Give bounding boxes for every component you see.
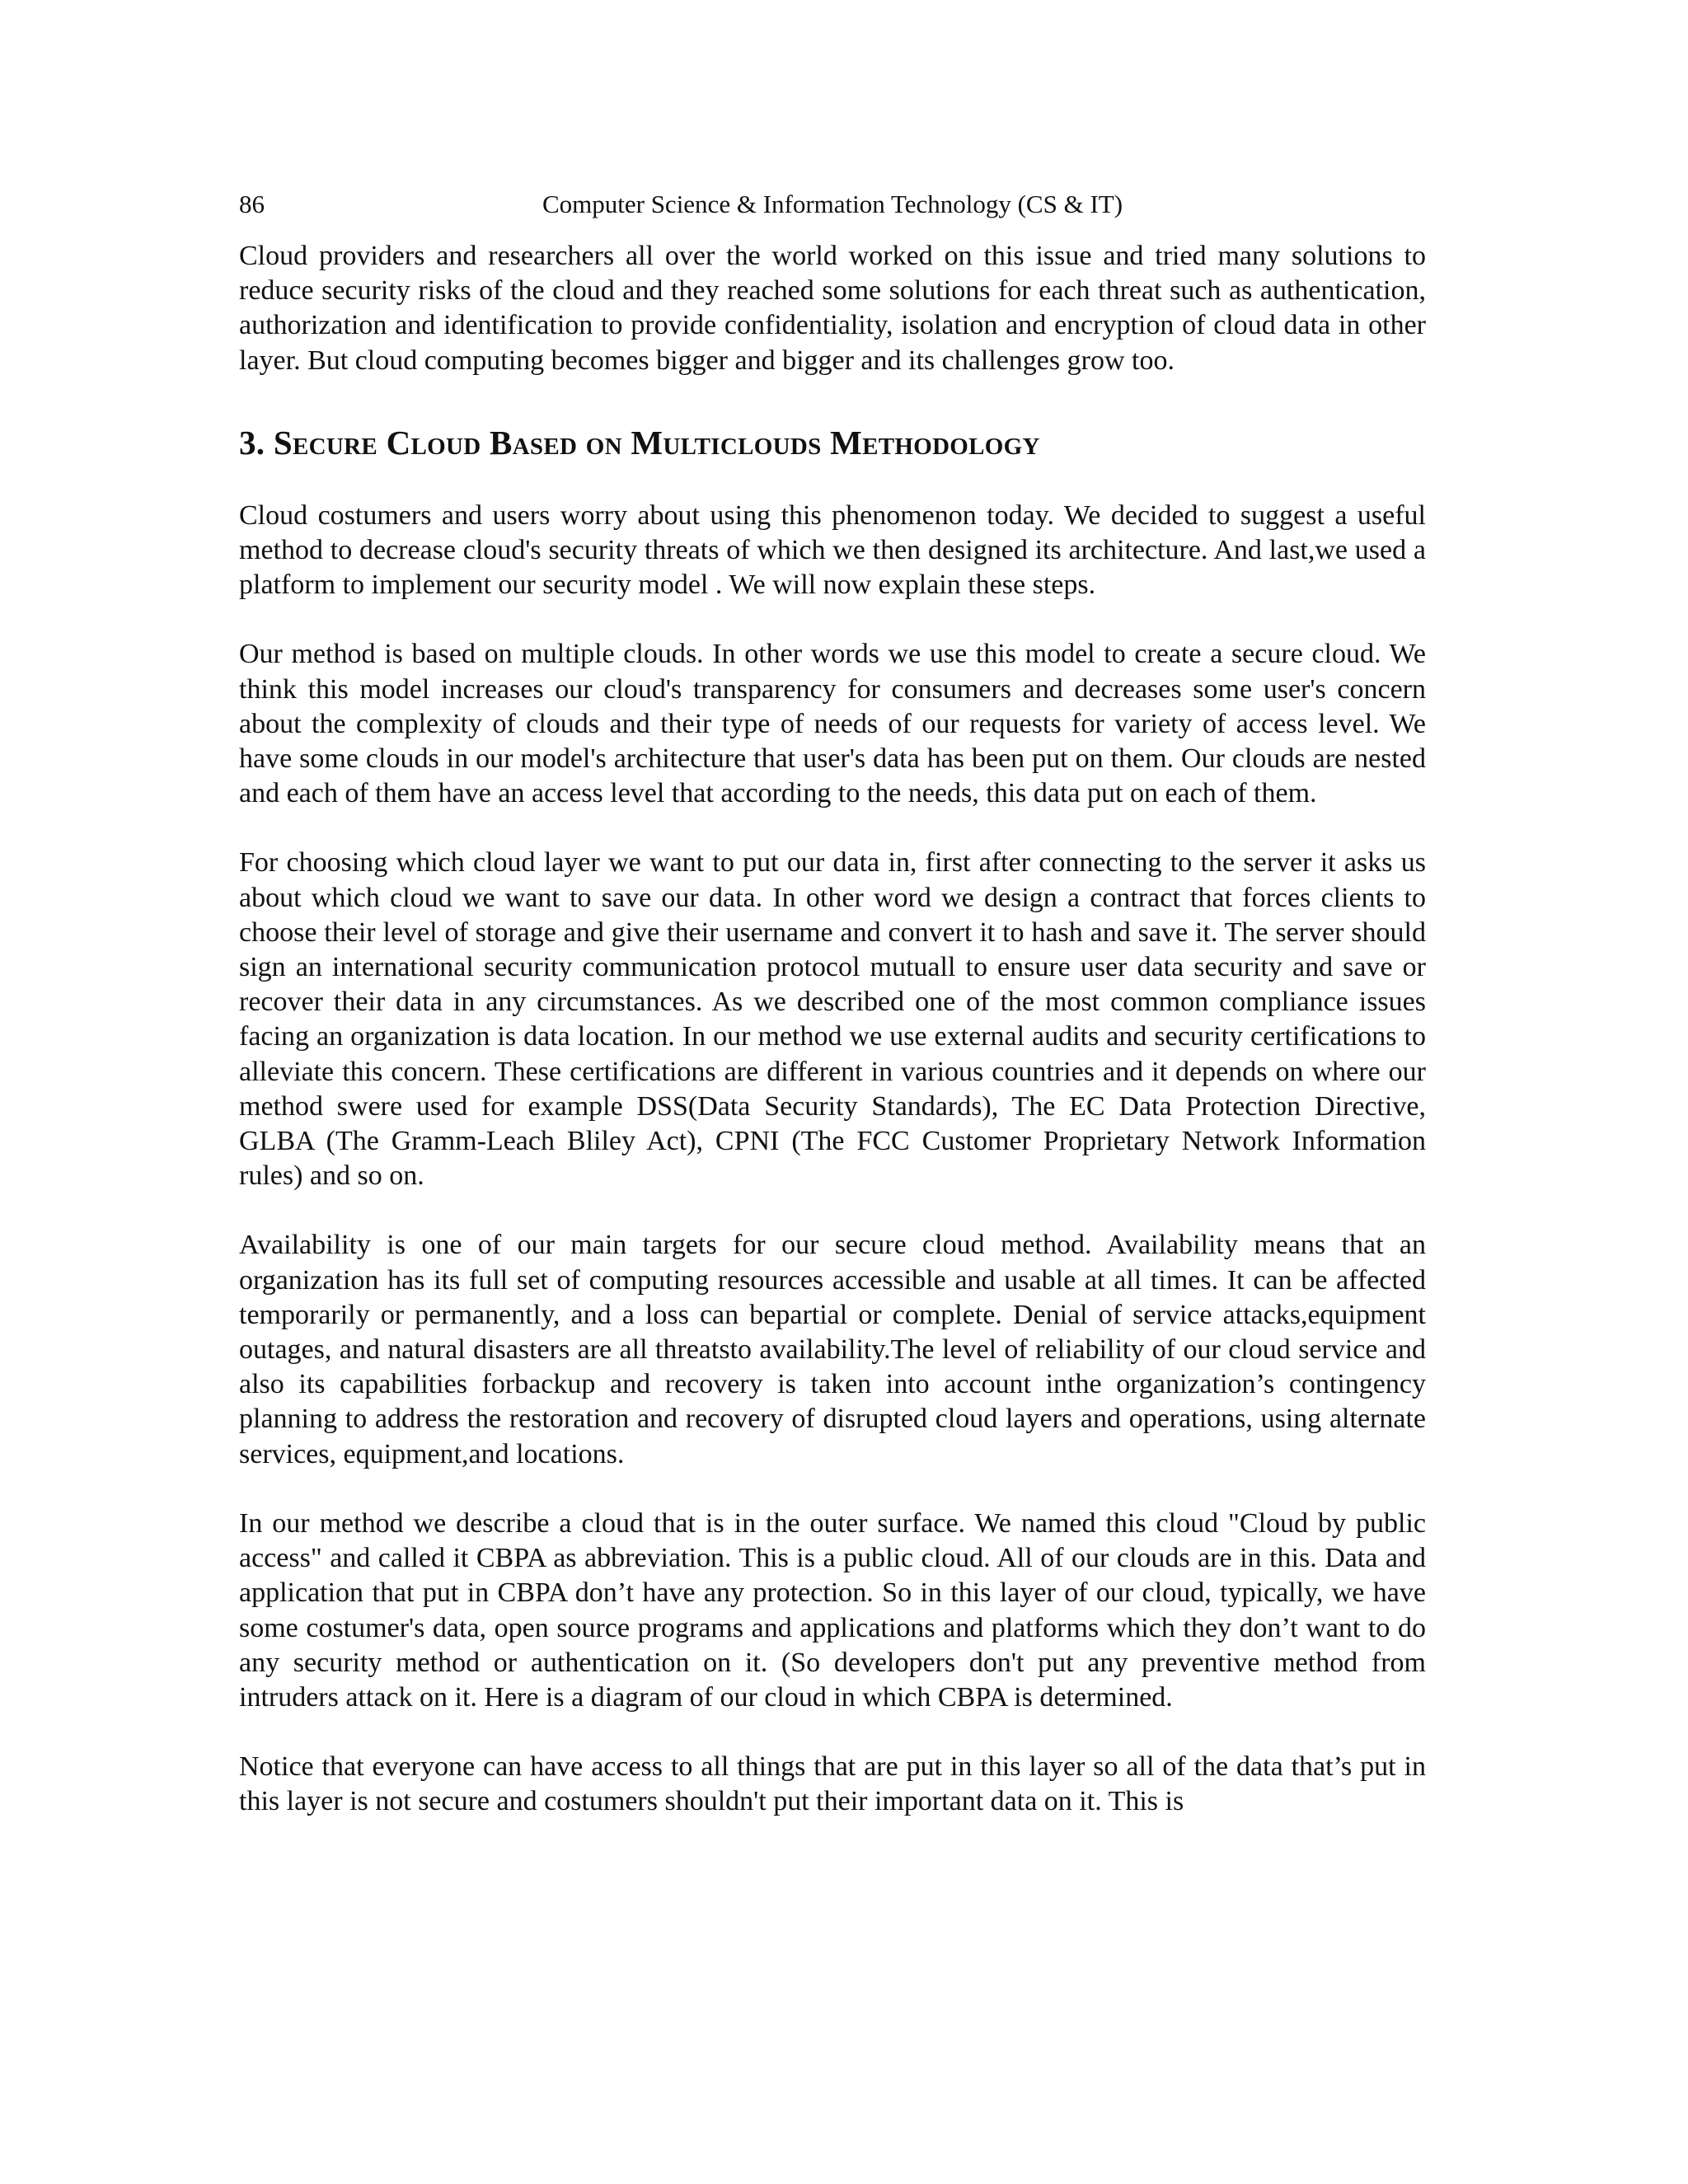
paragraph: Cloud costumers and users worry about using this phenomenon today. We decided to suggest a useful method to decrease cloud's security threats of which we then designed its architecture. And last,we used a platform to implement our security model . We will now explain these steps. — [239, 499, 1426, 601]
journal-title: Computer Science & Information Technology (CS & IT) — [542, 190, 1123, 218]
section-heading: 3. Secure Cloud Based on Multiclouds Methodology — [239, 423, 1040, 462]
body-text — [239, 239, 1426, 1854]
paragraph: Availability is one of our main targets for our secure cloud method. Availability means that an organization has its full set of computing resources accessible and usable at all times. It can be affected temporarily or permanently, and a loss can bepartial or complete. Denial of service attacks,equipment outages, and natural disasters are all threatsto availability.The level of reliability of our cloud service and also its capabilities forbackup and recovery is taken into account inthe organization’s contingency planning to address the restoration and recovery of disrupted cloud layers and operations, using alternate services, equipment,and locations. — [239, 1230, 1426, 1469]
paragraph: In our method we describe a cloud that is in the outer surface. We named this cloud "Cloud by public access" and called it CBPA as abbreviation. This is a public cloud. All of our clouds are in this. Data and application that put in CBPA don’t have any protection. So in this layer of our cloud, typically, we have some costumer's data, open source programs and applications and platforms which they don’t want to do any security method or authentication on it. (So developers don't put any preventive method from intruders attack on it. Here is a diagram of our cloud in which CBPA is determined. — [239, 1507, 1426, 1713]
intro-paragraph: Cloud providers and researchers all over the world worked on this issue and tried many solutions to reduce security risks of the cloud and they reached some solutions for each threat such as authentication, authorization and identification to provide confidentiality, isolation and encryption of cloud data in other layer. But cloud computing becomes bigger and bigger and its challenges grow too. — [239, 241, 1426, 376]
page-number: 86 — [239, 190, 265, 218]
running-header — [239, 186, 1426, 223]
paragraph: For choosing which cloud layer we want to put our data in, first after connecting to the server it asks us about which cloud we want to save our data. In other word we design a contract that forces clients to choose their level of storage and give their username and convert it to hash and save it. The server should sign an international security communication protocol mutuall to ensure user data security and save or recover their data in any circumstances. As we described one of the most common compliance issues facing an organization is data location. In our method we use external audits and security certifications to alleviate this concern. These certifications are different in various countries and it depends on where our method swere used for example DSS(Data Security Standards), The EC Data Protection Directive, GLBA (The Gramm-Leach Bliley Act), CPNI (The FCC Customer Proprietary Network Information rules) and so on. — [239, 847, 1426, 1192]
paragraph: Our method is based on multiple clouds. In other words we use this model to create a secure cloud. We think this model increases our cloud's transparency for consumers and decreases some user's concern about the complexity of clouds and their type of needs of our requests for variety of access level. We have some clouds in our model's architecture that user's data has been put on them. Our clouds are nested and each of them have an access level that according to the needs, this data put on each of them. — [239, 639, 1426, 809]
paragraph: Notice that everyone can have access to all things that are put in this layer so all of the data that’s put in this layer is not secure and costumers shouldn't put their important data on it. This is — [239, 1751, 1426, 1817]
